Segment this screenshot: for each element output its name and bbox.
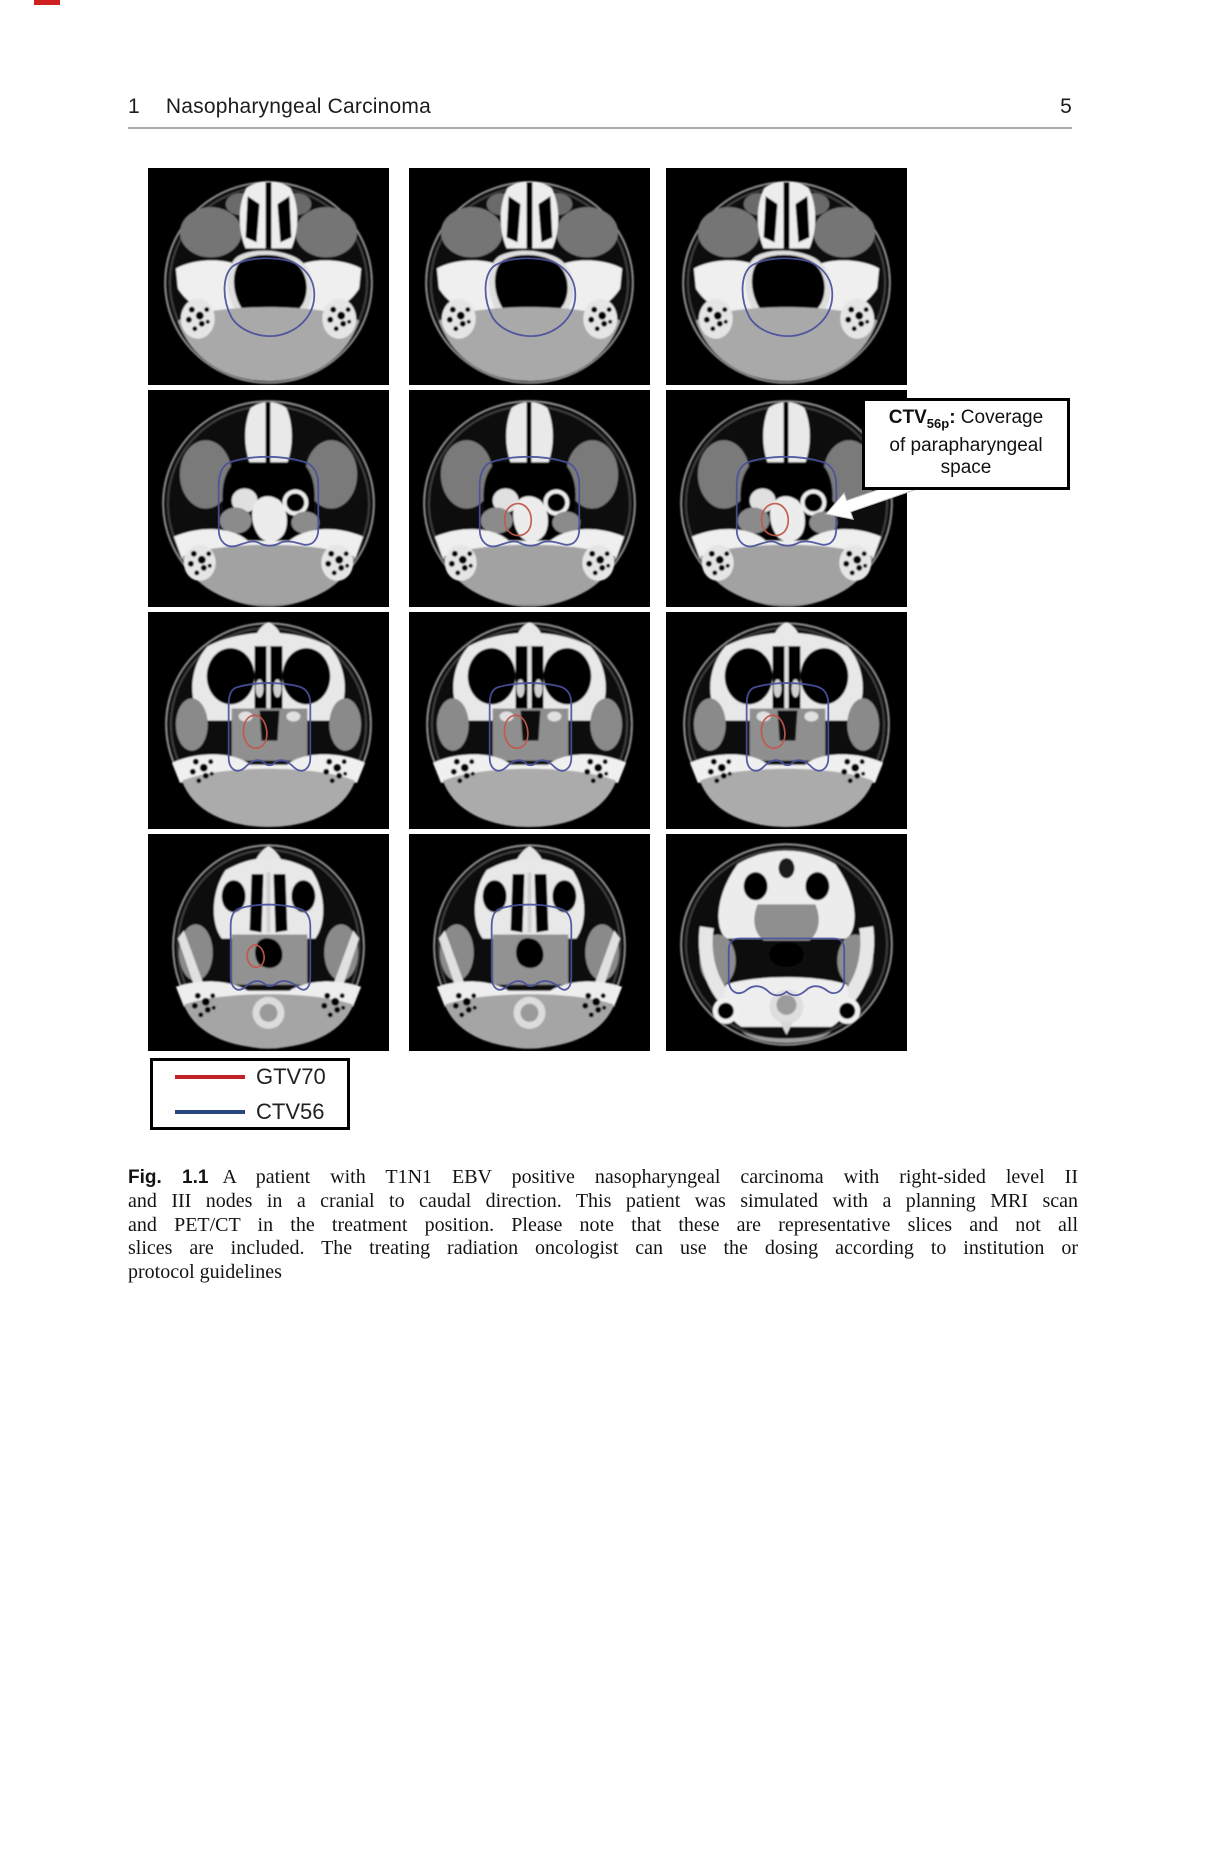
- ct-slice-r1c3: [666, 168, 907, 385]
- figure-caption: [128, 1166, 1078, 1285]
- ct-slice-r4c1: [148, 834, 389, 1051]
- gtv70-line-swatch: [175, 1075, 245, 1079]
- caption-line-4: slices are included. The treating radiation oncologist can use the dosing according to institution or: [128, 1237, 1078, 1260]
- callout-line-1: $CTV_{56p}$: Coverage: [888, 407, 1044, 431]
- page-number: 5: [1060, 95, 1072, 118]
- ct-slice-r3c1: [148, 612, 389, 829]
- caption-line-2: and III nodes in a cranial to caudal direction. This patient was simulated with a planning MRI scan: [128, 1189, 1078, 1212]
- caption-line-1: Fig. 1.1 A patient with T1N1 EBV positive nasopharyngeal carcinoma with right-sided level II: [128, 1166, 1078, 1188]
- legend-row-gtv70: [175, 1064, 347, 1090]
- caption-line-5: protocol guidelines: [128, 1261, 282, 1284]
- figure-label: Fig. 1.1: [128, 1167, 209, 1188]
- ct-slice-r3c2: [409, 612, 650, 829]
- legend-row-ctv56: [175, 1099, 347, 1125]
- contour-legend: [150, 1058, 350, 1130]
- ctv56-label: CTV56: [256, 1098, 325, 1124]
- ct-slice-r1c2: [409, 168, 650, 385]
- chapter-number: 1: [128, 95, 140, 118]
- caption-line-3: and PET/CT in the treatment position. Please note that these are representative slices and not all: [128, 1213, 1078, 1236]
- ct-slice-r4c2: [409, 834, 650, 1051]
- callout-ctv56p-box: [862, 398, 1070, 490]
- callout-line-2: of parapharyngeal: [889, 434, 1043, 456]
- ct-slice-r2c1: [148, 390, 389, 607]
- ctv56-line-swatch: [175, 1110, 245, 1114]
- ct-slice-r1c1: [148, 168, 389, 385]
- ct-slice-r3c3: [666, 612, 907, 829]
- chapter-title: Nasopharyngeal Carcinoma: [165, 95, 431, 118]
- ct-slice-r4c3: [666, 834, 907, 1051]
- gtv70-label: GTV70: [256, 1063, 326, 1089]
- callout-line-3: space: [940, 456, 992, 478]
- ct-slice-r2c2: [409, 390, 650, 607]
